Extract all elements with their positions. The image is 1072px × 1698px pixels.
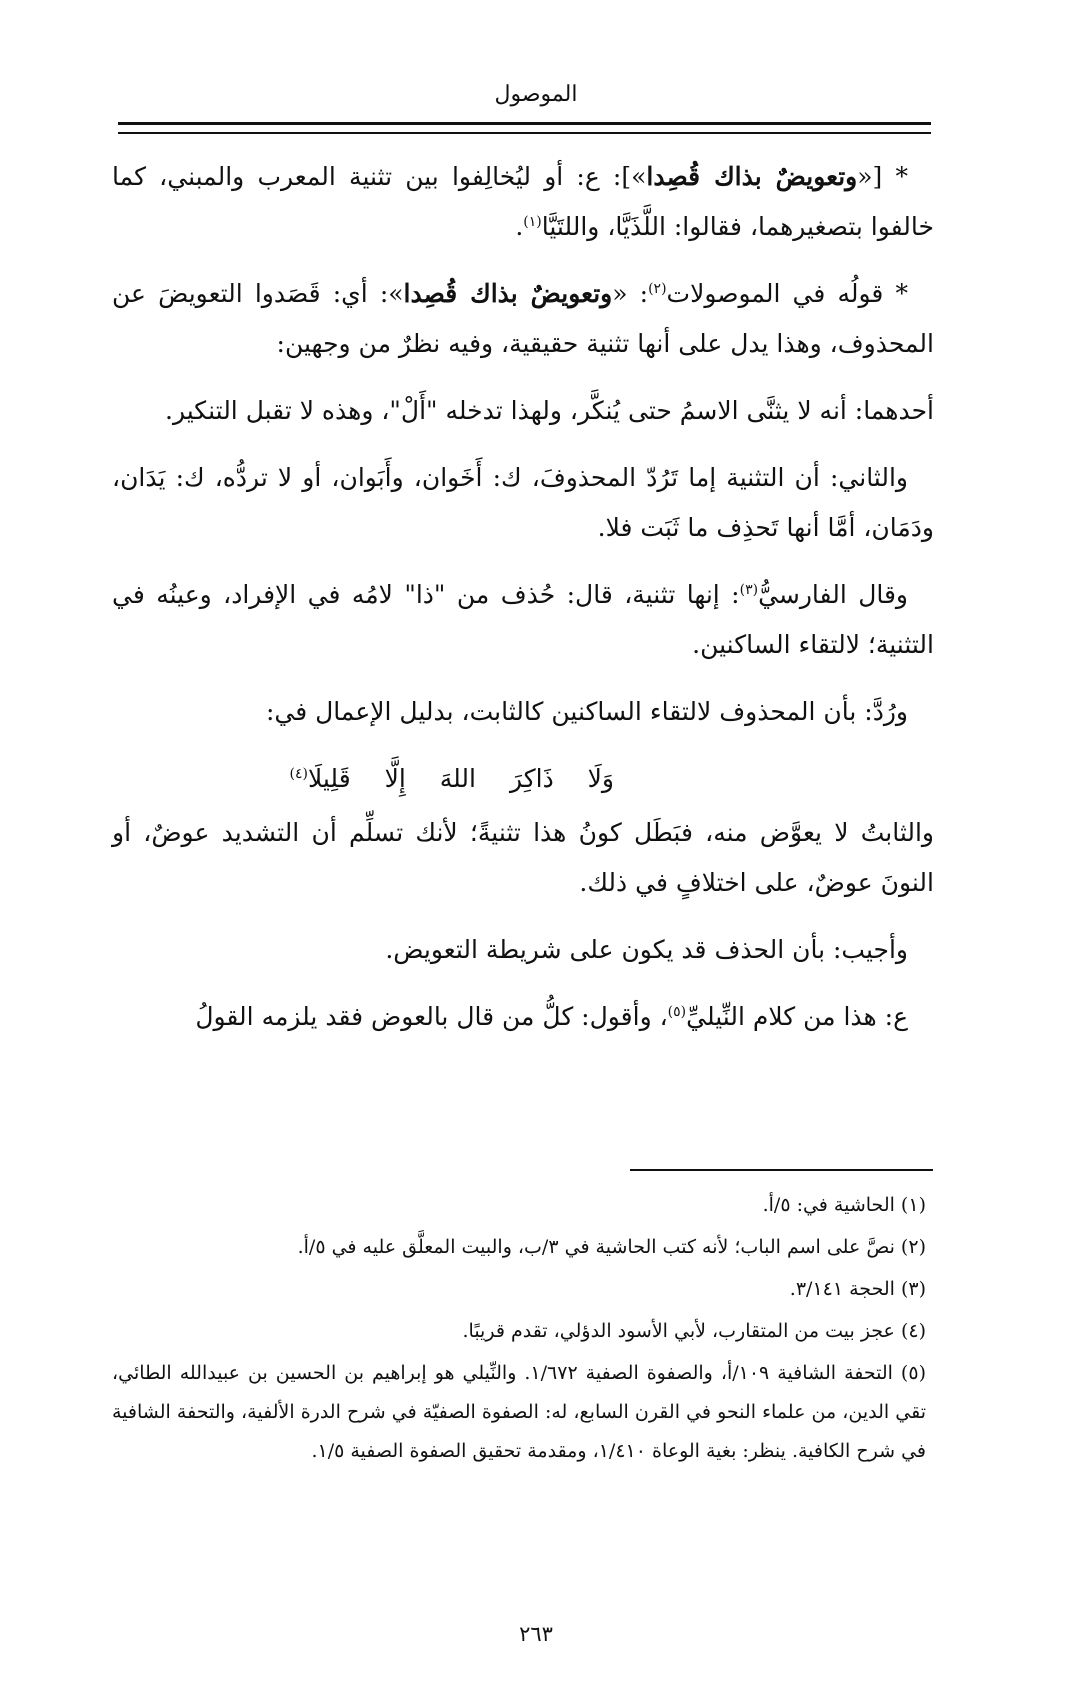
running-header-title: الموصول bbox=[494, 82, 578, 107]
paragraph-9-text: ع: هذا من كلام النِّيليِّ bbox=[686, 1002, 908, 1031]
paragraph-4: والثاني: أن التثنية إما تَرُدّ المحذوفَ، ك: أَخَوان، وأَبَوان، أو لا تردُّه، ك: يَدَان، ودَمَان، أمَّا أنها تَحذِف ما ثَبَت فلا. bbox=[112, 463, 934, 542]
paragraph-3: أحدهما: أنه لا يثنَّى الاسمُ حتى يُنكَّر، ولهذا تدخله "أَلْ"، وهذه لا تقبل التنكير. bbox=[165, 396, 934, 425]
paragraph-2-text: * قولُه في الموصولات bbox=[666, 279, 908, 308]
footnote-ref-5[interactable]: (٥) bbox=[667, 1004, 687, 1020]
footnote-4: (٤) عجز بيت من المتقارب، لأبي الأسود الدؤلي، تقدم قريبًا. bbox=[462, 1320, 926, 1342]
footnote-1: (١) الحاشية في: ٥/أ. bbox=[762, 1194, 926, 1216]
footnote-ref-1[interactable]: (١) bbox=[523, 214, 542, 230]
paragraph-5-text: : إنها تثنية، قال: حُذف من "ذا" لامُه في الإفراد، وعينُه في التثنية؛ لالتقاء الساكنين. bbox=[112, 580, 934, 659]
paragraph-5 bbox=[112, 570, 934, 670]
paragraph-9 bbox=[112, 992, 934, 1042]
paragraph-7: والثابتُ لا يعوَّض منه، فبَطَل كونُ هذا تثنيةً؛ لأنك تسلِّم أن التشديد عوضٌ، أو النونَ عوضٌ، على اختلافٍ في ذلك. bbox=[112, 818, 934, 897]
footnote-2: (٢) نصَّ على اسم الباب؛ لأنه كتب الحاشية في ٣/ب، والبيت المعلَّق عليه في ٥/أ. bbox=[297, 1236, 926, 1258]
header-rule-thick bbox=[118, 122, 931, 125]
main-text bbox=[112, 152, 934, 1059]
paragraph-2-text: : « bbox=[612, 279, 649, 308]
paragraph-6: ورُدَّ: بأن المحذوف لالتقاء الساكنين كالثابت، بدليل الإعمال في: bbox=[265, 697, 908, 726]
paragraph-9-text: ، وأقول: كلُّ من قال بالعوض فقد يلزمه القولُ bbox=[195, 1002, 668, 1031]
quoted-verse-phrase: وتعويضٌ بذاك قُصِدا bbox=[403, 279, 613, 308]
paragraph-5-text: وقال الفارسيُّ bbox=[758, 580, 908, 609]
page-number: ٢٦٣ bbox=[519, 1622, 553, 1646]
paragraph-1-text: * [« bbox=[857, 162, 908, 191]
quoted-verse-phrase: وتعويضٌ بذاك قُصِدا bbox=[646, 162, 858, 191]
paragraph-2 bbox=[112, 269, 934, 369]
paragraph-2-text: »: أي: قَصَدوا التعويضَ عن المحذوف، وهذا يدل على أنها تثنية حقيقية، وفيه نظرٌ من وجهين: bbox=[112, 279, 934, 358]
footnote-ref-4[interactable]: (٤) bbox=[289, 766, 308, 782]
paragraph-8: وأجيب: بأن الحذف قد يكون على شريطة التعويض. bbox=[385, 935, 908, 964]
verse-text: وَلَا ذَاكِرَ اللهَ إِلَّا قَلِيلَا bbox=[307, 764, 614, 793]
footnote-separator bbox=[630, 1169, 933, 1171]
header-rule-thin bbox=[118, 132, 931, 134]
footnote-5: (٥) التحفة الشافية ١٠٩/أ، والصفوة الصفية ١/٦٧٢. والنِّيلي هو إبراهيم بن الحسين بن عبيدالله الطائي، تقي الدين، من علماء النحو في القرن السابع، له: الصفوة الصفيّة في شرح الدرة الألفية، والتحفة الشافية في شرح الكافية. ينظر: بغية الوعاة ١/٤١٠، ومقدمة تحقيق الصفوة الصفية ١/٥. bbox=[112, 1362, 926, 1462]
paragraph-1-text: . bbox=[515, 212, 524, 241]
footnote-ref-2[interactable]: (٢) bbox=[648, 281, 667, 297]
paragraph-1-text: »]: ع: أو ليُخالِفوا بين تثنية المعرب والمبني، كما خالفوا بتصغيرهما، فقالوا: اللَّذَيَّا، واللتَيَّا bbox=[112, 162, 934, 241]
paragraph-1 bbox=[112, 152, 934, 252]
footnotes bbox=[112, 1186, 934, 1474]
poetry-verse bbox=[112, 754, 934, 804]
footnote-ref-3[interactable]: (٣) bbox=[739, 582, 759, 598]
footnote-3: (٣) الحجة ٣/١٤١. bbox=[789, 1278, 926, 1300]
